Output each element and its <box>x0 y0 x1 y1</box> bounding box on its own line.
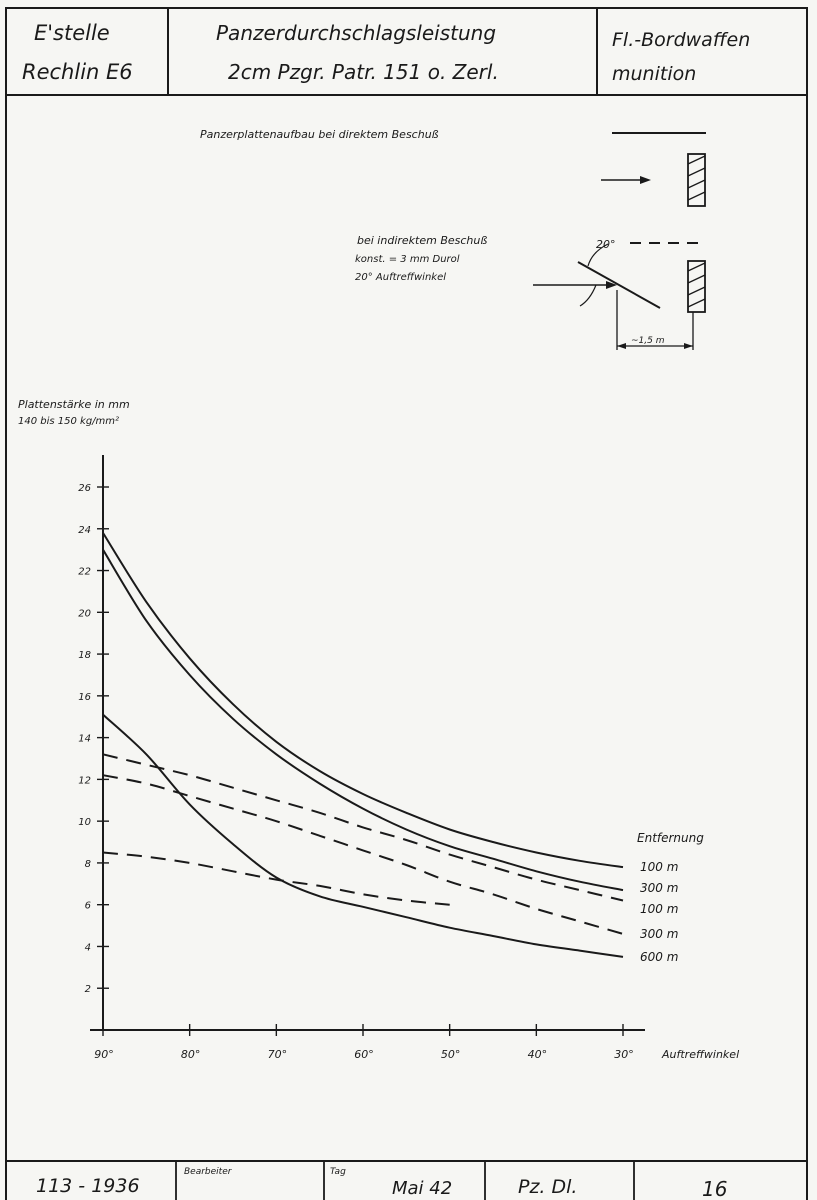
x-tick-label: 50° <box>440 1048 461 1061</box>
indirect-fire-line-1: bei indirektem Beschuß <box>357 234 488 247</box>
y-axis-ticks <box>78 483 109 995</box>
y-tick-label: 10 <box>78 817 91 829</box>
page-number: 16 <box>702 1177 728 1200</box>
y-tick-label: 2 <box>84 984 91 996</box>
series-label: 100 m <box>640 860 679 875</box>
direct-fire-arrow <box>601 176 651 184</box>
x-tick-label: 40° <box>527 1048 548 1061</box>
title-line-1: Panzerdurchschlagsleistung <box>216 21 497 45</box>
series-line-solid-100m <box>103 533 623 867</box>
office-line-1: E'stelle <box>34 21 110 45</box>
footer-block <box>6 1161 807 1200</box>
y-tick-label: 4 <box>84 942 91 954</box>
x-tick-label: 80° <box>180 1048 201 1061</box>
y-tick-label: 20 <box>78 608 91 620</box>
y-axis-label-line-2: 140 bis 150 kg/mm² <box>18 416 120 427</box>
y-tick-label: 6 <box>84 900 91 912</box>
indirect-fire-line-3: 20° Auftreffwinkel <box>355 272 447 283</box>
date-value: Mai 42 <box>392 1178 453 1199</box>
penetration-chart <box>18 398 739 1061</box>
direct-fire-label: Panzerplattenaufbau bei direktem Beschuß <box>200 128 439 141</box>
series-label: 100 m <box>640 901 679 916</box>
editor-label: Bearbeiter <box>184 1167 232 1177</box>
title-line-2: 2cm Pzgr. Patr. 151 o. Zerl. <box>228 60 499 84</box>
y-tick-label: 8 <box>84 858 91 870</box>
series-label: 300 m <box>640 880 679 895</box>
series-labels <box>640 860 678 964</box>
y-tick-label: 16 <box>78 691 91 703</box>
series-line-solid-600m <box>103 715 623 957</box>
y-tick-label: 14 <box>78 733 91 745</box>
series-layer <box>103 533 623 957</box>
series-line-dashed-100m <box>103 754 623 900</box>
category-line-1: Fl.-Bordwaffen <box>612 29 751 51</box>
series-line-dashed-600m <box>103 853 450 905</box>
indirect-fire-arrow <box>533 281 617 289</box>
y-tick-label: 22 <box>78 566 91 578</box>
x-tick-label: 70° <box>267 1048 288 1061</box>
distance-label: ~1,5 m <box>631 336 665 346</box>
indirect-fire-line-2: konst. = 3 mm Durol <box>355 254 460 265</box>
department-code: Pz. Dl. <box>518 1176 578 1198</box>
sheet-frame <box>6 8 807 1200</box>
x-tick-label: 90° <box>94 1048 114 1061</box>
y-axis-label-line-1: Plattenstärke in mm <box>18 398 130 411</box>
y-tick-label: 24 <box>78 524 91 536</box>
x-tick-label: 60° <box>354 1048 374 1061</box>
y-tick-label: 12 <box>78 775 91 787</box>
x-tick-label: 30° <box>614 1048 634 1061</box>
series-label: 600 m <box>640 949 679 964</box>
armour-plate-indirect <box>688 261 705 312</box>
series-line-solid-300m <box>103 550 623 890</box>
armour-plate-direct <box>688 154 705 206</box>
impact-angle-arc <box>580 285 596 306</box>
angle-label: 20° <box>596 238 616 251</box>
category-line-2: munition <box>612 63 697 85</box>
legend-title: Entfernung <box>637 831 704 845</box>
office-line-2: Rechlin E6 <box>22 60 133 84</box>
x-axis-label: Auftreffwinkel <box>662 1048 740 1061</box>
date-label: Tag <box>330 1167 346 1177</box>
series-label: 300 m <box>640 926 679 941</box>
y-tick-label: 26 <box>78 483 91 494</box>
setup-diagram <box>200 128 706 350</box>
title-block <box>6 8 807 95</box>
document-number: 113 - 1936 <box>36 1175 140 1197</box>
y-tick-label: 18 <box>78 650 91 662</box>
